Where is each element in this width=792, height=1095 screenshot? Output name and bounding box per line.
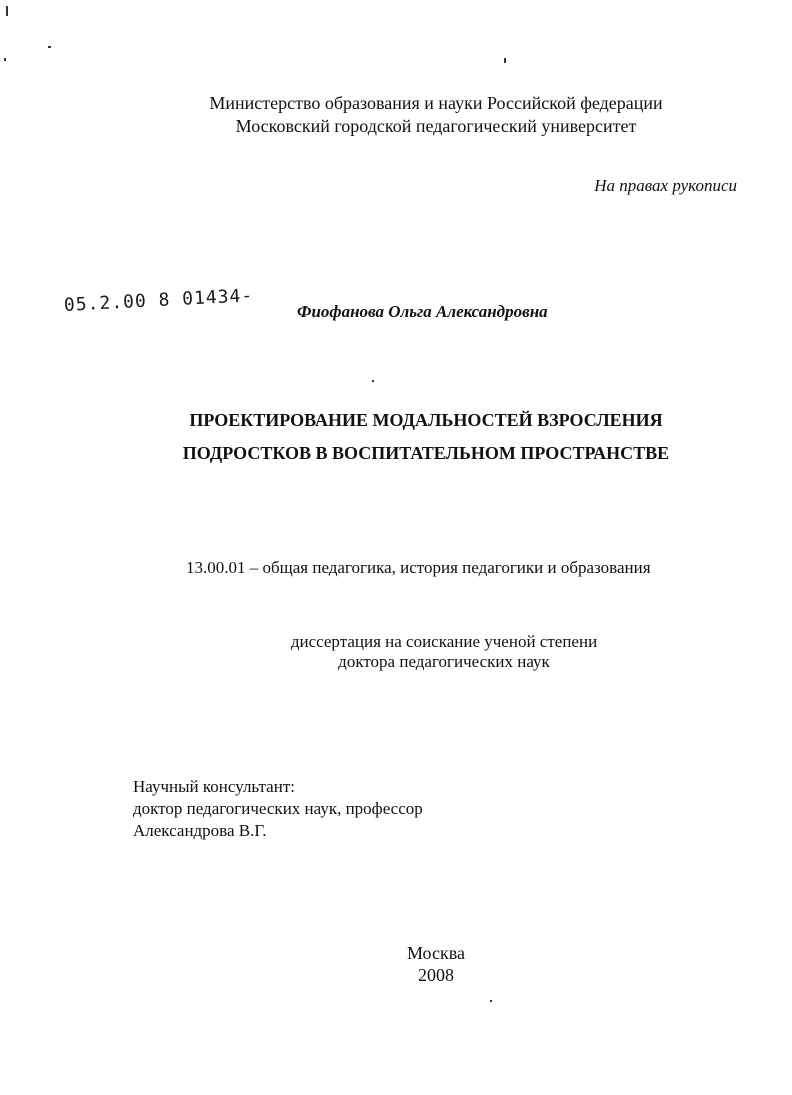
rights-note: На правах рукописи	[594, 176, 737, 195]
consultant-label: Научный консультант:	[133, 777, 295, 796]
scan-mark	[504, 58, 506, 63]
author-name: Фиофанова Ольга Александровна	[297, 302, 548, 321]
dissertation-title	[30, 404, 792, 470]
scan-mark	[372, 380, 374, 382]
scientific-consultant	[133, 776, 423, 842]
consultant-name: Александрова В.Г.	[133, 821, 267, 840]
title-line: ПРОЕКТИРОВАНИЕ МОДАЛЬНОСТЕЙ ВЗРОСЛЕНИЯ	[189, 410, 663, 430]
library-stamp: 05.2.00 8 01434-	[63, 285, 254, 316]
scan-mark	[48, 46, 51, 48]
city-year	[40, 942, 792, 986]
degree-line: доктора педагогических наук	[338, 652, 550, 671]
title-line: ПОДРОСТКОВ В ВОСПИТАТЕЛЬНОМ ПРОСТРАНСТВЕ	[182, 443, 670, 463]
ministry-name: Министерство образования и науки Российской федерации	[209, 93, 663, 113]
degree-statement	[48, 632, 792, 672]
year: 2008	[418, 965, 454, 985]
specialty-code: 13.00.01 – общая педагогика, история педагогики и образования	[186, 558, 651, 577]
ministry-header	[40, 92, 792, 138]
scan-mark	[6, 6, 8, 16]
city: Москва	[407, 943, 465, 963]
consultant-degree: доктор педагогических наук, профессор	[133, 799, 423, 818]
scan-mark	[4, 58, 6, 61]
university-name: Московский городской педагогический университет	[235, 116, 637, 136]
scan-mark	[490, 1000, 492, 1002]
degree-line: диссертация на соискание ученой степени	[290, 632, 598, 651]
